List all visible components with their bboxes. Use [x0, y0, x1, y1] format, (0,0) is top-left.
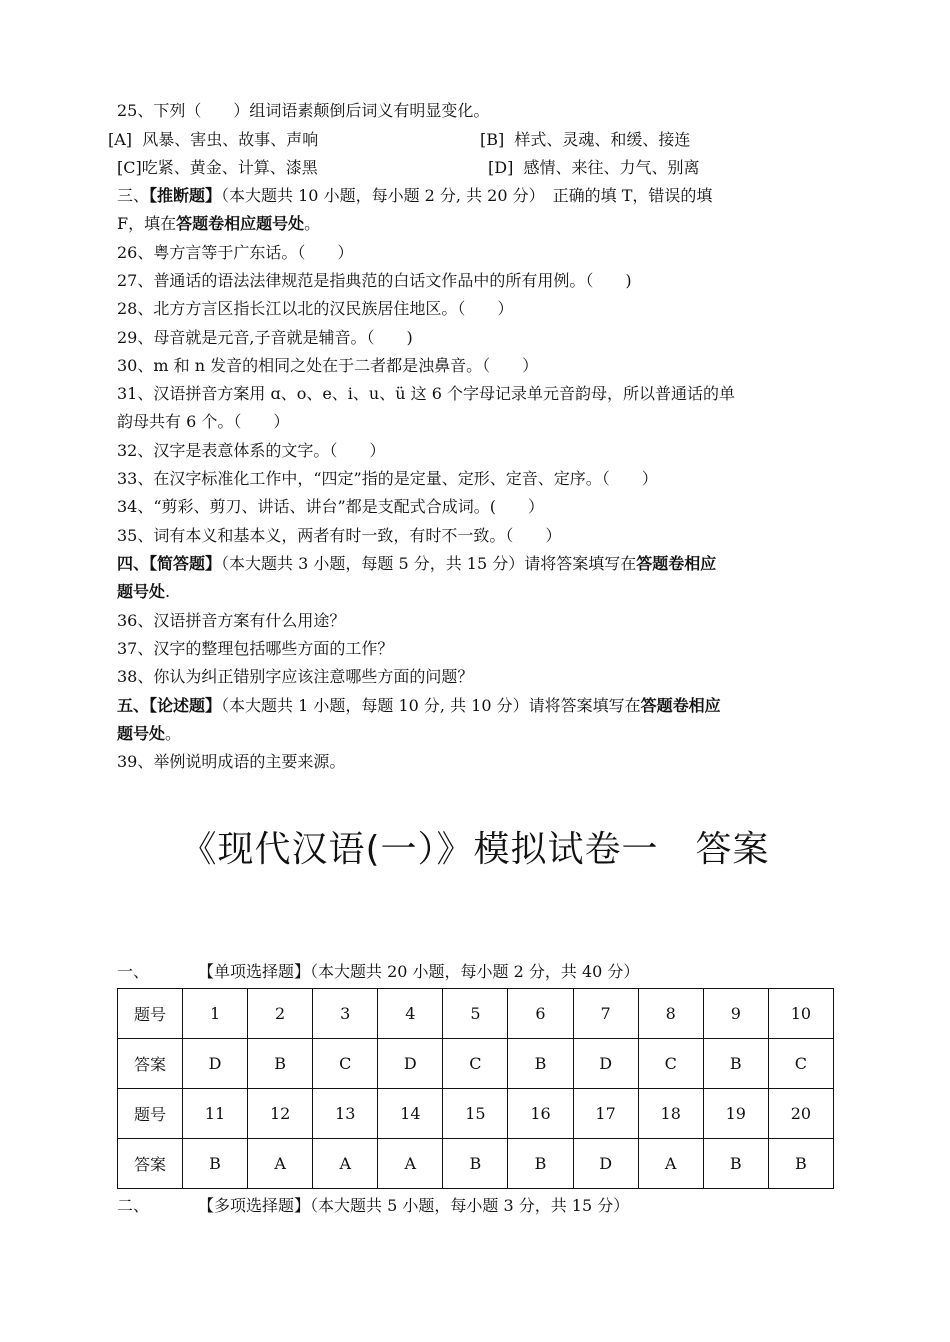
- table-row: [118, 1139, 834, 1189]
- table-cell: 3: [313, 989, 378, 1039]
- table-cell: B: [443, 1139, 508, 1189]
- short-answer-36: 36、汉语拼音方案有什么用途？: [117, 611, 346, 630]
- table-cell: D: [573, 1139, 638, 1189]
- table-row: [118, 989, 834, 1039]
- section4-header: 四、【简答题】（本大题共 3 小题，每题 5 分，共 15 分）请将答案填写在答题卷相应: [117, 554, 717, 573]
- table-cell: 16: [508, 1089, 573, 1139]
- answers-sec2-number: 二、: [117, 1196, 150, 1215]
- table-cell: D: [378, 1039, 443, 1089]
- table-cell: 9: [703, 989, 768, 1039]
- table-cell: 13: [313, 1089, 378, 1139]
- answer-title: 《现代汉语(一）》模拟试卷一 答案: [180, 829, 770, 870]
- row-label-answer: 答案: [118, 1139, 183, 1189]
- table-cell: A: [378, 1139, 443, 1189]
- short-answer-37: 37、汉字的整理包括哪些方面的工作？: [117, 639, 394, 658]
- table-cell: B: [183, 1139, 248, 1189]
- row-label-answer: 答案: [118, 1039, 183, 1089]
- q25-option-a: [A] 风暴、害虫、故事、声响: [108, 130, 319, 149]
- table-cell: C: [638, 1039, 703, 1089]
- table-row: [118, 1039, 834, 1089]
- table-cell: 20: [768, 1089, 833, 1139]
- judge-item-31-cont: 韵母共有 6 个。（ ）: [117, 412, 290, 431]
- section5-header-line2: 题号处。: [117, 724, 182, 743]
- table-cell: B: [768, 1139, 833, 1189]
- table-cell: 18: [638, 1089, 703, 1139]
- table-cell: A: [248, 1139, 313, 1189]
- table-cell: 10: [768, 989, 833, 1039]
- table-cell: 19: [703, 1089, 768, 1139]
- table-cell: C: [768, 1039, 833, 1089]
- table-cell: B: [508, 1139, 573, 1189]
- table-cell: D: [183, 1039, 248, 1089]
- table-cell: B: [703, 1139, 768, 1189]
- judge-item-30: 30、m 和 n 发音的相同之处在于二者都是浊鼻音。（ ）: [117, 356, 539, 375]
- table-cell: A: [638, 1139, 703, 1189]
- table-cell: 15: [443, 1089, 508, 1139]
- q25-option-b: [B] 样式、灵魂、和缓、接连: [480, 130, 691, 149]
- short-answer-38: 38、你认为纠正错别字应该注意哪些方面的问题？: [117, 667, 474, 686]
- answers-sec1-label: 【单项选择题】（本大题共 20 小题，每小题 2 分，共 40 分）: [198, 962, 640, 981]
- table-cell: B: [248, 1039, 313, 1089]
- judge-item-33: 33、在汉字标准化工作中，“四定”指的是定量、定形、定音、定序。（ ）: [117, 469, 658, 488]
- q25-option-d: [D] 感情、来往、力气、别离: [488, 158, 700, 177]
- answers-sec1-number: 一、: [117, 962, 150, 981]
- table-cell: B: [703, 1039, 768, 1089]
- table-cell: B: [508, 1039, 573, 1089]
- essay-39: 39、举例说明成语的主要来源。: [117, 752, 346, 771]
- section4-header-line2: 题号处.: [117, 582, 171, 601]
- table-cell: 7: [573, 989, 638, 1039]
- table-cell: 8: [638, 989, 703, 1039]
- table-cell: C: [443, 1039, 508, 1089]
- judge-item-35: 35、词有本义和基本义，两者有时一致，有时不一致。（ ）: [117, 526, 562, 545]
- q25-option-c: [C]吃紧、黄金、计算、漆黑: [117, 158, 318, 177]
- table-cell: 1: [183, 989, 248, 1039]
- q25-stem: 25、下列（ ）组词语素颠倒后词义有明显变化。: [117, 101, 490, 120]
- judge-item-26: 26、粤方言等于广东话。（ ）: [117, 243, 354, 262]
- table-cell: 14: [378, 1089, 443, 1139]
- judge-item-34: 34、“剪彩、剪刀、讲话、讲台”都是支配式合成词。( ）: [117, 497, 544, 516]
- table-cell: 5: [443, 989, 508, 1039]
- table-cell: D: [573, 1039, 638, 1089]
- section3-header: 三、【推断题】（本大题共 10 小题，每小题 2 分, 共 20 分） 正确的填 T，错误的填: [117, 186, 713, 205]
- table-row: [118, 1089, 834, 1139]
- table-cell: 17: [573, 1089, 638, 1139]
- table-cell: 6: [508, 989, 573, 1039]
- table-cell: A: [313, 1139, 378, 1189]
- judge-item-32: 32、汉字是表意体系的文字。（ ）: [117, 441, 386, 460]
- section5-header: 五、【论述题】（本大题共 1 小题，每题 10 分, 共 10 分）请将答案填写在答题卷相应: [117, 696, 721, 715]
- answer-table: [117, 988, 834, 1189]
- judge-item-27: 27、普通话的语法法律规范是指典范的白话文作品中的所有用例。（ ): [117, 271, 632, 290]
- table-cell: C: [313, 1039, 378, 1089]
- answers-sec2-label: 【多项选择题】（本大题共 5 小题，每小题 3 分，共 15 分）: [198, 1196, 630, 1215]
- row-label-number: 题号: [118, 989, 183, 1039]
- judge-item-31: 31、汉语拼音方案用 ɑ、o、e、i、u、ü 这 6 个字母记录单元音韵母，所以普通话的单: [117, 384, 735, 403]
- judge-item-28: 28、北方方言区指长江以北的汉民族居住地区。（ ）: [117, 299, 514, 318]
- table-cell: 12: [248, 1089, 313, 1139]
- table-cell: 4: [378, 989, 443, 1039]
- table-cell: 2: [248, 989, 313, 1039]
- section3-header-line2: F，填在答题卷相应题号处。: [117, 214, 321, 233]
- judge-item-29: 29、母音就是元音,子音就是辅音。（ ): [117, 328, 413, 347]
- row-label-number: 题号: [118, 1089, 183, 1139]
- table-cell: 11: [183, 1089, 248, 1139]
